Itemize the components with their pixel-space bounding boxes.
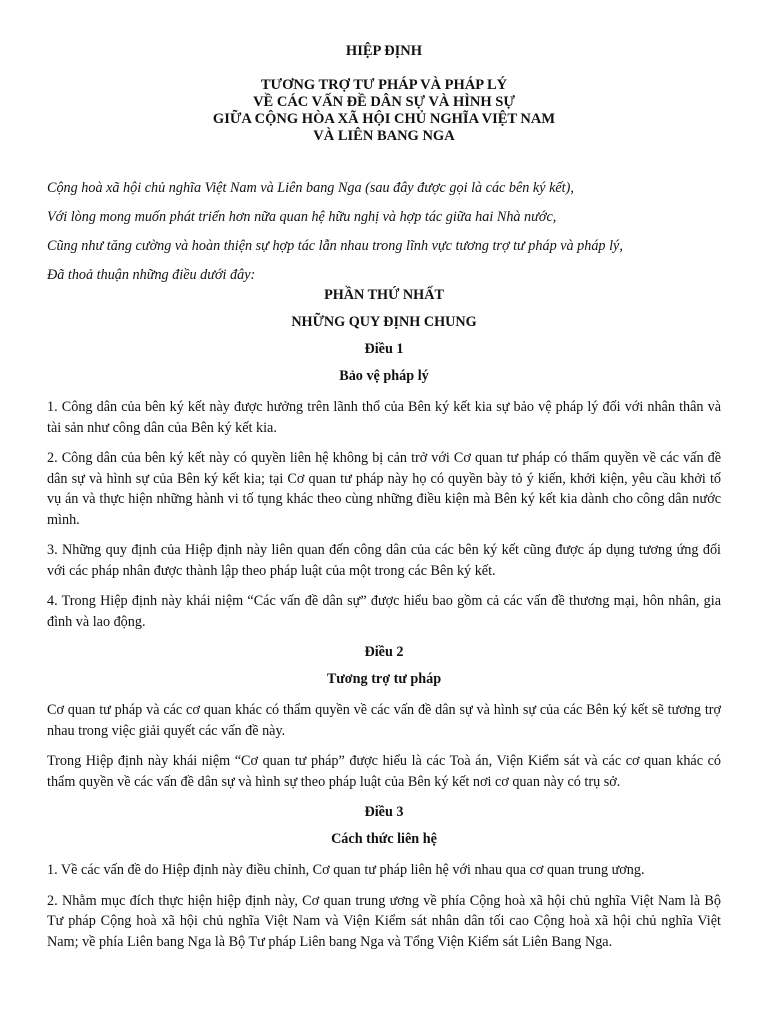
article-heading: Điều 3 xyxy=(364,804,404,820)
article-title: Bảo vệ pháp lý xyxy=(339,368,429,384)
preamble xyxy=(47,180,727,296)
article-paragraph: 2. Công dân của bên ký kết này có quyền liên hệ không bị cản trở với Cơ quan tư pháp có thẩm quyền về các vấn đề dân sự và hình sự của Bên ký kết kia; tại Cơ quan tư pháp này họ có quyền bày tỏ ý kiến, khởi kiện, yêu cầu khởi tố vụ án và thực hiện những hành vi tố tụng khác theo cùng những điều kiện mà Bên ký kết kia dành cho công dân nước mình. xyxy=(47,450,721,528)
article-paragraph: Cơ quan tư pháp và các cơ quan khác có thẩm quyền về các vấn đề dân sự và hình sự của các Bên ký kết sẽ tương trợ nhau trong việc giải quyết các vấn đề này. xyxy=(47,702,721,739)
document-title: HIỆP ĐỊNH xyxy=(345,43,423,59)
preamble-line: Với lòng mong muốn phát triển hơn nữa quan hệ hữu nghị và hợp tác giữa hai Nhà nước, xyxy=(47,209,557,225)
article-3 xyxy=(47,804,721,952)
part-title: PHẦN THỨ NHẤT xyxy=(324,287,444,303)
article-heading: Điều 1 xyxy=(364,341,404,357)
article-paragraph: 2. Nhằm mục đích thực hiện hiệp định này, Cơ quan trung ương về phía Cộng hoà xã hội chủ nghĩa Việt Nam là Bộ Tư pháp Cộng hoà xã hội chủ nghĩa Việt Nam và Viện Kiểm sát nhân dân tối cao Cộng hoà xã hội chủ nghĩa Việt Nam; về phía Liên bang Nga là Bộ Tư pháp Liên bang Nga và Tổng Viện Kiểm sát Liên Bang Nga. xyxy=(47,892,721,950)
subtitle-line: TƯƠNG TRỢ TƯ PHÁP VÀ PHÁP LÝ xyxy=(260,77,508,93)
document-body xyxy=(47,287,721,952)
article-heading: Điều 2 xyxy=(364,644,404,660)
article-paragraph: 1. Công dân của bên ký kết này được hưởng trên lãnh thổ của Bên ký kết kia sự bảo vệ pháp lý đối với nhân thân và tài sản như công dân của Bên ký kết kia. xyxy=(47,399,721,436)
article-paragraph: Trong Hiệp định này khái niệm “Cơ quan tư pháp” được hiểu là các Toà án, Viện Kiểm sát và các cơ quan khác có thẩm quyền về các vấn đề dân sự và hình sự theo pháp luật của Bên ký kết nơi cơ quan này có trụ sở. xyxy=(47,753,721,790)
article-title: Cách thức liên hệ xyxy=(331,831,437,847)
article-paragraph: 4. Trong Hiệp định này khái niệm “Các vấn đề dân sự” được hiểu bao gồm cả các vấn đề thương mại, hôn nhân, gia đình và lao động. xyxy=(47,593,721,630)
subtitle-line: GIỮA CỘNG HÒA XÃ HỘI CHỦ NGHĨA VIỆT NAM xyxy=(212,111,556,127)
part-subtitle: NHỮNG QUY ĐỊNH CHUNG xyxy=(291,314,477,330)
preamble-line: Đã thoả thuận những điều dưới đây: xyxy=(47,267,256,283)
subtitle-line: VÀ LIÊN BANG NGA xyxy=(313,128,455,144)
article-paragraph: 3. Những quy định của Hiệp định này liên quan đến công dân của các bên ký kết cũng được áp dụng tương ứng đối với các pháp nhân được thành lập theo pháp luật của một trong các Bên ký kết. xyxy=(47,542,721,579)
subtitle-line: VỀ CÁC VẤN ĐỀ DÂN SỰ VÀ HÌNH SỰ xyxy=(253,94,515,110)
preamble-line: Cũng như tăng cường và hoàn thiện sự hợp tác lẫn nhau trong lĩnh vực tương trợ tư pháp và pháp lý, xyxy=(47,238,623,254)
article-paragraph: 1. Về các vấn đề do Hiệp định này điều chỉnh, Cơ quan tư pháp liên hệ với nhau qua cơ quan trung ương. xyxy=(47,862,645,878)
article-1 xyxy=(47,341,721,632)
preamble-line: Cộng hoà xã hội chủ nghĩa Việt Nam và Liên bang Nga (sau đây được gọi là các bên ký kết), xyxy=(47,180,574,196)
document-subtitle xyxy=(0,77,768,145)
article-2 xyxy=(47,644,721,792)
article-title: Tương trợ tư pháp xyxy=(326,671,442,687)
